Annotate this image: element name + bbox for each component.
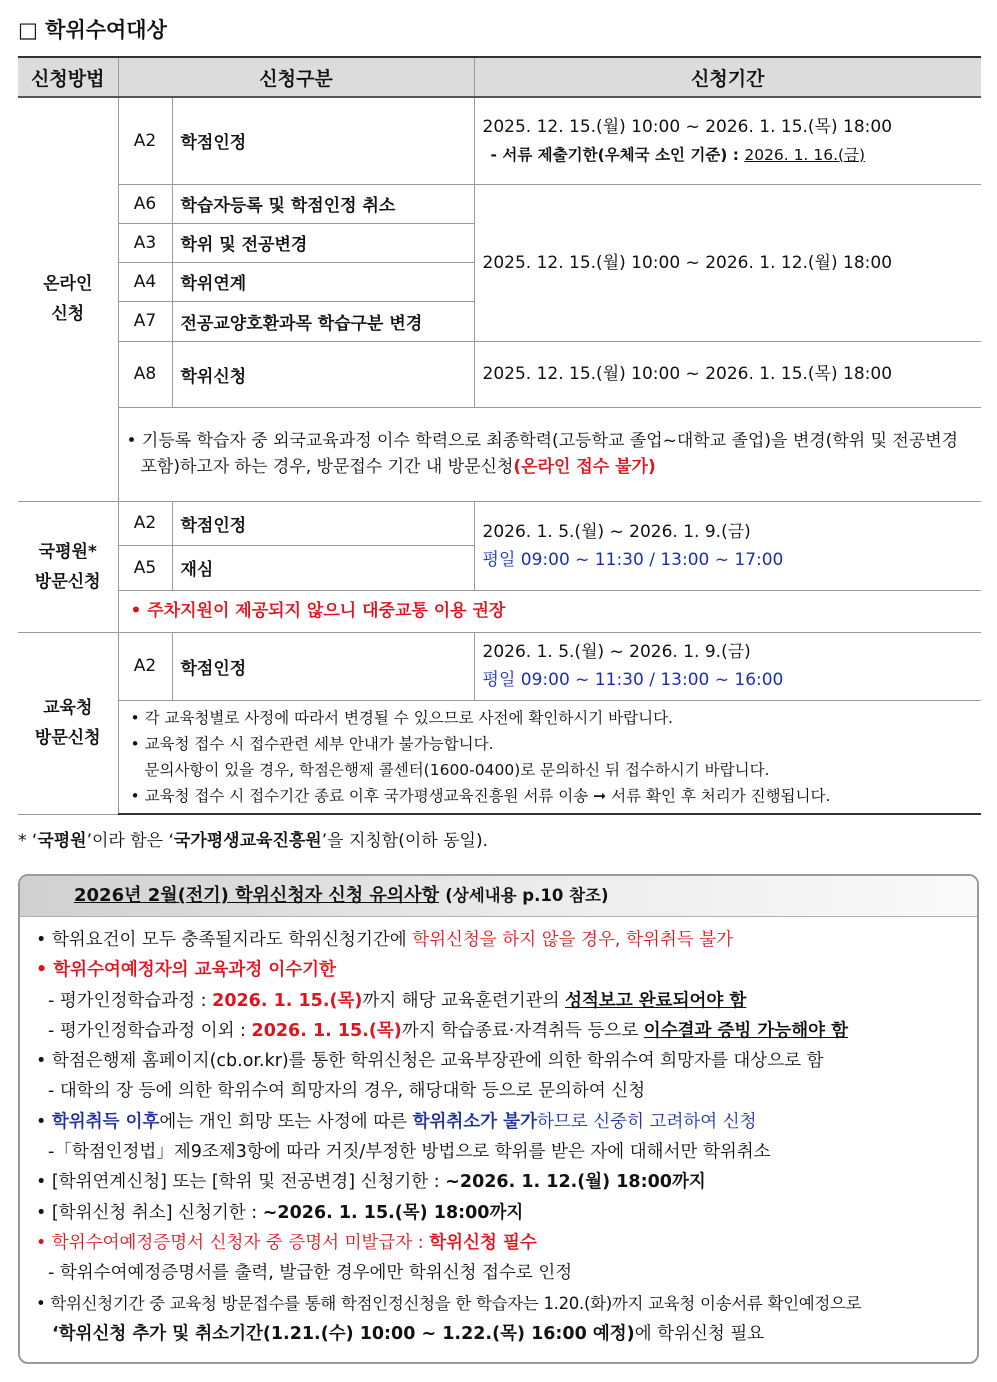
header-category: 신청구분 <box>118 57 474 97</box>
notice-title: 2026년 2월(전기) 학위신청자 신청 유의사항 (상세내용 p.10 참조) <box>20 876 977 917</box>
list-item: - 학위수여예정증명서를 출력, 발급한 경우에만 학위신청 접수로 인정 <box>48 1263 573 1284</box>
table-row <box>18 501 981 545</box>
list-item: • 학위취득 이후에는 개인 희망 또는 사정에 따른 학위취소가 불가하므로 신중히 고려하여 신청 <box>36 1111 757 1132</box>
list-item: - 대학의 장 등에 의한 학위수여 희망자의 경우, 해당대학 등으로 문의하여 신청 <box>48 1081 646 1102</box>
category-cell: 재심 <box>172 545 474 590</box>
table-row <box>18 632 981 700</box>
list-item: • 학위요건이 모두 충족될지라도 학위신청기간에 학위신청을 하지 않을 경우, 학위취득 불가 <box>36 930 734 950</box>
category-cell: 학점인정 <box>172 501 474 545</box>
category-cell: 학위연계 <box>172 262 474 301</box>
table-row <box>18 590 981 632</box>
nile-note: • 주차지원이 제공되지 않으니 대중교통 이용 권장 <box>118 590 981 632</box>
application-table <box>18 56 981 815</box>
footnote: * ‘국평원’이라 함은 ‘국가평생교육진흥원’을 지칭함(이하 동일). <box>18 831 488 851</box>
code-cell: A2 <box>118 97 172 184</box>
header-period: 신청기간 <box>474 57 981 97</box>
list-item: • 학점은행제 홈페이지(cb.or.kr)를 통한 학위신청은 교육부장관에 의한 학위수여 희망자를 대상으로 함 <box>36 1051 824 1072</box>
code-cell: A6 <box>118 184 172 223</box>
code-cell: A2 <box>118 501 172 545</box>
code-cell: A8 <box>118 341 172 407</box>
table-row <box>18 97 981 184</box>
category-cell: 학점인정 <box>172 97 474 184</box>
list-item: ‘학위신청 추가 및 취소기간(1.21.(수) 10:00 ~ 1.22.(목) 16:00 예정)에 학위신청 필요 <box>52 1323 765 1344</box>
category-cell: 학위신청 <box>172 341 474 407</box>
code-cell: A2 <box>118 632 172 700</box>
category-cell: 학위 및 전공변경 <box>172 223 474 262</box>
category-cell: 전공교양호환과목 학습구분 변경 <box>172 301 474 341</box>
period-cell: 2026. 1. 5.(월) ~ 2026. 1. 9.(금) 평일 09:00 ~ 11:30 / 13:00 ~ 17:00 <box>474 501 981 590</box>
category-cell: 학습자등록 및 학점인정 취소 <box>172 184 474 223</box>
section-title: □ 학위수여대상 <box>18 18 167 42</box>
list-item: -「학점인정법」제9조제3항에 따라 거짓/부정한 방법으로 학위를 받은 자에 대해서만 학위취소 <box>48 1142 771 1163</box>
edu-notes: • 각 교육청별로 사정에 따라서 변경될 수 있으므로 사전에 확인하시기 바랍니다. • 교육청 접수 시 접수관련 세부 안내가 불가능합니다. 문의사항이 있을 경우, 학점은행제 콜센터(1600-0400)로 문의하신 뒤 접수하시기 바랍니다. • 교육청 접수 시 접수기간 종료 이후 국가평생교육진흥원 서류 이송 ➞ 서류 확인 후 처리가 진행됩니다. <box>118 700 981 814</box>
code-cell: A3 <box>118 223 172 262</box>
period-cell: 2025. 12. 15.(월) 10:00 ~ 2026. 1. 15.(목) 18:00 - 서류 제출기한(우체국 소인 기준) : 2026. 1. 16.(금) <box>474 97 981 184</box>
list-item: - 평가인정학습과정 이외 : 2026. 1. 15.(목)까지 학습종료·자격취득 등으로 이수결과 증빙 가능해야 함 <box>48 1020 849 1041</box>
header-method: 신청방법 <box>18 57 118 97</box>
list-item: • 학위신청기간 중 교육청 방문접수를 통해 학점인정신청을 한 학습자는 1.20.(화)까지 교육청 이송서류 확인예정으로 <box>36 1293 862 1313</box>
code-cell: A5 <box>118 545 172 590</box>
table-header-row <box>18 57 981 97</box>
list-item: • 학위수여예정자의 교육과정 이수기한 <box>36 960 336 981</box>
online-note: • 기등록 학습자 중 외국교육과정 이수 학력으로 최종학력(고등학교 졸업~대학교 졸업)을 변경(학위 및 전공변경 포함)하고자 하는 경우, 방문접수 기간 내 방문신청(온라인 접수 불가) <box>118 407 981 501</box>
method-nile-visit: 국평원* 방문신청 <box>18 501 118 632</box>
notice-box <box>18 874 979 1364</box>
list-item: • [학위연계신청] 또는 [학위 및 전공변경] 신청기한 : ~2026. 1. 12.(월) 18:00까지 <box>36 1172 706 1193</box>
list-item: • [학위신청 취소] 신청기한 : ~2026. 1. 15.(목) 18:00까지 <box>36 1202 524 1223</box>
period-cell: 2025. 12. 15.(월) 10:00 ~ 2026. 1. 15.(목) 18:00 <box>474 341 981 407</box>
period-cell: 2025. 12. 15.(월) 10:00 ~ 2026. 1. 12.(월) 18:00 <box>474 184 981 341</box>
code-cell: A7 <box>118 301 172 341</box>
table-row <box>18 184 981 223</box>
list-item: - 평가인정학습과정 : 2026. 1. 15.(목)까지 해당 교육훈련기관의 성적보고 완료되어야 함 <box>48 990 747 1011</box>
code-cell: A4 <box>118 262 172 301</box>
method-edu-visit: 교육청 방문신청 <box>18 632 118 814</box>
method-online: 온라인 신청 <box>18 97 118 501</box>
period-cell: 2026. 1. 5.(월) ~ 2026. 1. 9.(금) 평일 09:00 ~ 11:30 / 13:00 ~ 16:00 <box>474 632 981 700</box>
notice-body <box>20 917 977 1349</box>
table-row <box>18 341 981 407</box>
table-row <box>18 700 981 814</box>
list-item: • 학위수여예정증명서 신청자 중 증명서 미발급자 : 학위신청 필수 <box>36 1232 537 1253</box>
category-cell: 학점인정 <box>172 632 474 700</box>
table-row <box>18 407 981 501</box>
